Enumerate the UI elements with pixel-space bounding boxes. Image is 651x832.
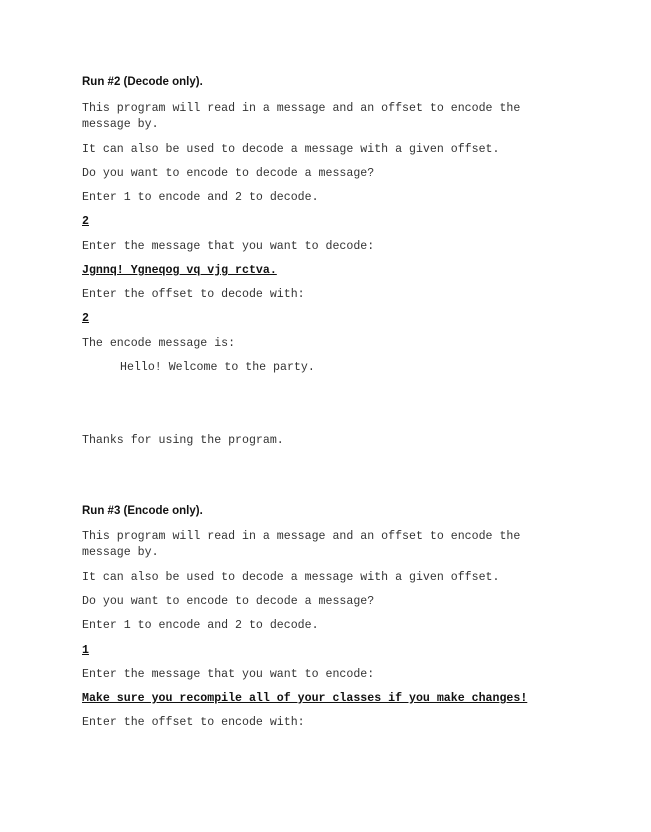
run3-heading: Run #3 (Encode only). [82,505,203,517]
run3-question: Do you want to encode to decode a message? [82,595,375,608]
run3-choice-prompt: Enter 1 to encode and 2 to decode. [82,619,319,632]
run2-result-value: Hello! Welcome to the party. [120,361,315,374]
run2-offset-input: 2 [82,312,89,325]
run3-message-input: Make sure you recompile all of your classes if you make changes! [82,692,528,705]
run2-question: Do you want to encode to decode a message? [82,167,375,180]
run3-intro: This program will read in a message and an offset to encode the message by. [82,530,521,559]
run2-result-label: The encode message is: [82,337,236,350]
run3-offset-prompt: Enter the offset to encode with: [82,716,305,729]
run2-intro: This program will read in a message and an offset to encode the message by. [82,102,521,131]
run2-decode-info: It can also be used to decode a message with a given offset. [82,143,500,156]
run2-choice-input: 2 [82,215,89,228]
run3-decode-info: It can also be used to decode a message with a given offset. [82,571,500,584]
run2-offset-prompt: Enter the offset to decode with: [82,288,305,301]
run2-thanks: Thanks for using the program. [82,434,284,447]
run3-choice-input: 1 [82,644,89,657]
run2-choice-prompt: Enter 1 to encode and 2 to decode. [82,191,319,204]
run2-message-prompt: Enter the message that you want to decode: [82,240,375,253]
run3-message-prompt: Enter the message that you want to encode: [82,668,375,681]
run2-heading: Run #2 (Decode only). [82,76,203,88]
run2-message-input: Jgnnq! Ygneqog vq vjg rctva. [82,264,277,277]
